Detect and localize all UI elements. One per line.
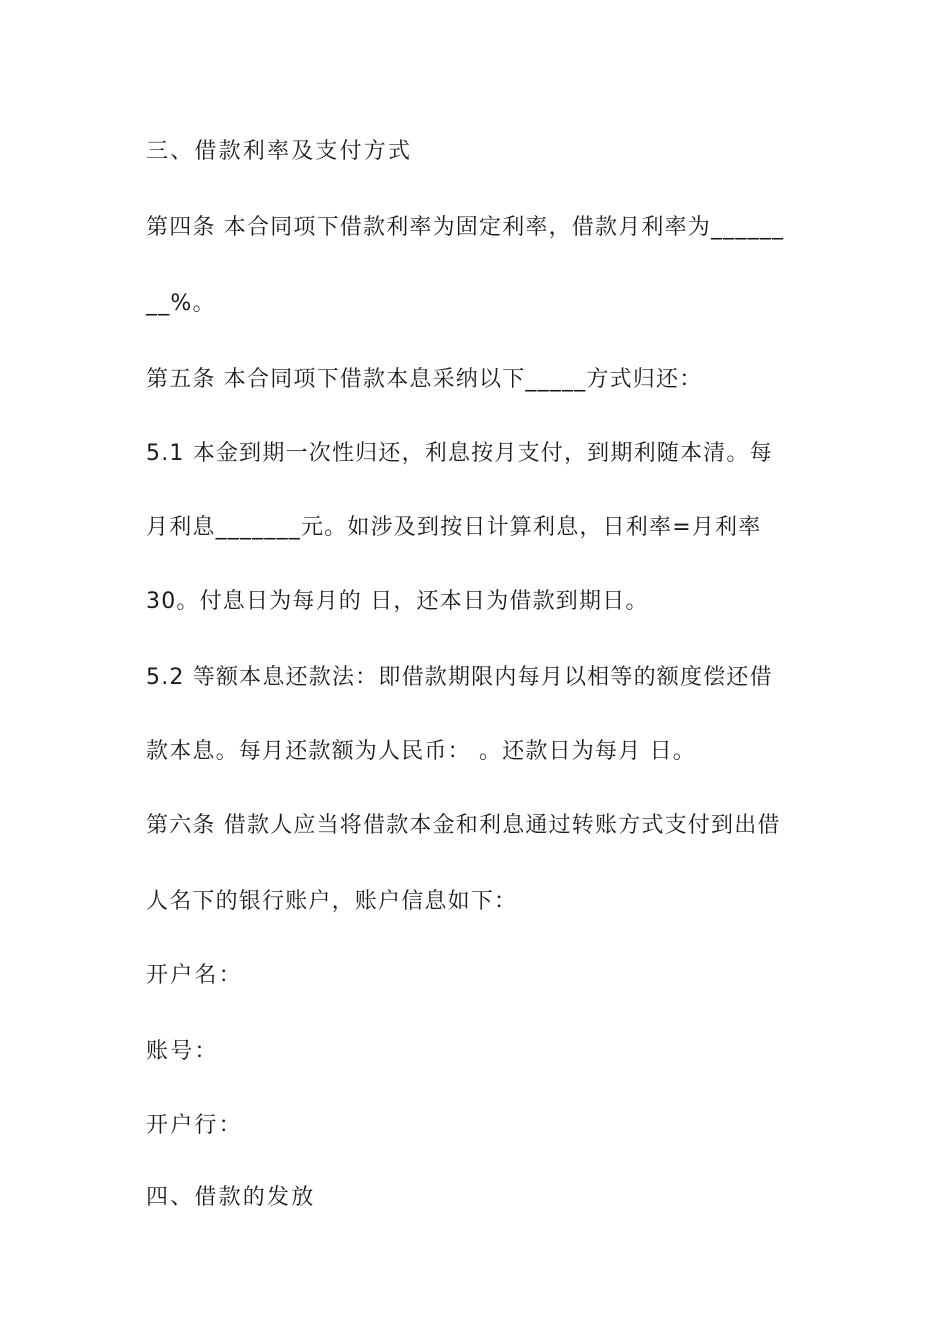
article-6-line-1: 第六条 借款人应当将借款本金和利息通过转账方式支付到出借: [146, 813, 781, 838]
article-5-line: 第五条 本合同项下借款本息采纳以下_____方式归还：: [146, 367, 703, 392]
clause-5-1-line-2: 月利息_______元。如涉及到按日计算利息，日利率=月利率: [146, 515, 762, 540]
clause-5-1-line-1: 5.1 本金到期一次性归还，利息按月支付，到期利随本清。每: [146, 441, 773, 466]
section-heading-interest: 三、借款利率及支付方式: [146, 139, 413, 164]
clause-5-2-line-1: 5.2 等额本息还款法：即借款期限内每月以相等的额度偿还借: [146, 665, 773, 690]
article-4-line-2: __%。: [146, 291, 216, 316]
article-4-line-1: 第四条 本合同项下借款利率为固定利率，借款月利率为______: [146, 215, 785, 240]
clause-5-2-line-2: 款本息。每月还款额为人民币： 。还款日为每月 日。: [146, 739, 696, 764]
bank-branch-label: 开户行：: [146, 1113, 243, 1138]
clause-5-1-line-3: 30。付息日为每月的 日，还本日为借款到期日。: [146, 589, 649, 614]
account-number-label: 账号：: [146, 1039, 219, 1064]
article-6-line-2: 人名下的银行账户，账户信息如下：: [146, 889, 518, 914]
section-heading-disbursement: 四、借款的发放: [146, 1185, 316, 1210]
account-name-label: 开户名：: [146, 963, 243, 988]
